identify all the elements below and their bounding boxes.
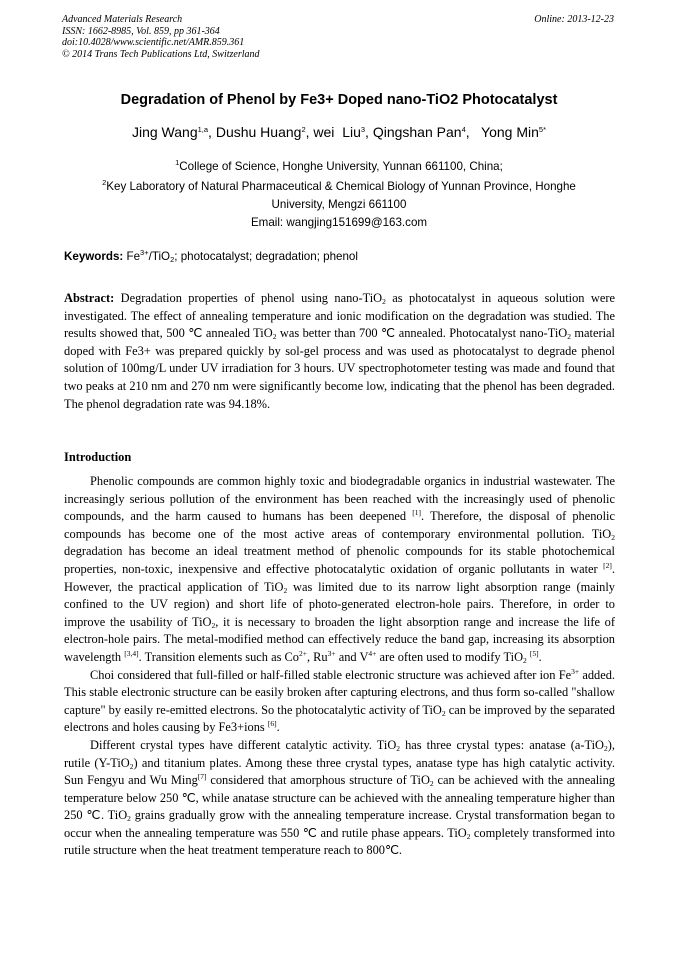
section-heading: Introduction: [64, 450, 132, 464]
online-date: Online: 2013-12-23: [534, 14, 614, 25]
paragraph: Phenolic compounds are common highly toxic and biodegradable organics in industrial wastewater. The increasingly serious pollution of the environment has been reached with the increasingly used of phenolic compounds, and the harm caused to humans has been deepened [1]. Therefore, the disposal of phenolic compounds has become one of the most active areas of contemporary environmental pollution. TiO$_2$ degradation has become an ideal treatment method of phenolic compounds for its stable photochemical properties, non-toxic, inexpensive and effective photocatalytic oxidation of organic pollutants in water [2]. However, the practical application of TiO$_2$ was limited due to its narrow light absorption range (mainly confined to the UV region) and short life of photo-generated electron-hole pairs. Therefore, in order to improve the usability of TiO$_2$, it is necessary to broaden the light absorption range and increase the life of electron-hole pairs. The metal-modified method can effectively reduce the band gap, increasing its absorption wavelength [3,4]. Transition elements such as $Co^{2+}$, $Ru^{3+}$ and $V^{4+}$ are often used to modify TiO$_2$ [5].: [64, 474, 615, 665]
paragraph: Different crystal types have different catalytic activity. TiO$_2$ has three crystal types: anatase (a-TiO$_2$), rutile (Y-TiO$_2$) and titanium plates. Among these three crystal types, anatase type has high catalytic activity. Sun Fengyu and Wu Ming[7] considered that amorphous structure of TiO$_2$ can be achieved with the annealing temperature below 250 ℃, while anatase structure can be achieved with the annealing temperature higher than 250 ℃. TiO$_2$ grains gradually grow with the annealing temperature increase. Crystal transformation began to occur when the annealing temperature was 550 ℃ and rutile phase appears. TiO$_2$ completely transformed into rutile structure when the heat treatment temperature reach to 800℃.: [64, 737, 615, 858]
abstract-label: Abstract:: [64, 291, 115, 305]
author-name: wei Liu: [313, 124, 361, 140]
keywords-label: Keywords:: [64, 250, 124, 263]
author-name: Jing Wang: [131, 124, 198, 140]
introduction-body: [64, 473, 615, 860]
email-line[interactable]: Email: wangjing151699@163.com: [250, 216, 428, 229]
affiliation-2: [0, 178, 678, 196]
journal-header: [62, 14, 618, 60]
author-sup: 5*: [538, 125, 546, 134]
copyright-line: © 2014 Trans Tech Publications Ltd, Switzerland: [62, 48, 260, 60]
abstract: Abstract: Degradation properties of phenol using nano-TiO$_2$ as photocatalyst in aqueous solution were investigated. The effect of annealing temperature and ionic modification on the degradation was studied. The results showed that, 500 ℃ annealed TiO$_2$ was better than 700 ℃ annealed. Photocatalyst nano-TiO$_2$ material doped with Fe3+ was prepared quickly by sol-gel process and was used as photocatalyst to degrade phenol solution of 100mg/L under UV irradiation for 3 hours. UV spectrophotometer testing was made and found that two peaks at 210 nm and 270 nm were significantly become low, indicating that the phenol has been degraded. The phenol degradation rate was 94.18%.: [64, 291, 615, 411]
paper-title: Degradation of Phenol by Fe3+ Doped nano-TiO2 Photocatalyst: [120, 92, 558, 108]
keywords-text: ; photocatalyst; degradation; phenol: [174, 250, 358, 263]
author-name: Qingshan Pan: [372, 124, 462, 140]
author-name: Yong Min: [481, 124, 539, 140]
affiliation-2-cont: University, Mengzi 661100: [271, 198, 407, 211]
paragraph: Choi considered that full-filled or half-filled stable electronic structure was achieved after ion $Fe^{3+}$ added. This stable electronic structure can be easily broken after capturing electrons, and thus form so-called "shallow capture" by easily re-emitted electrons. So the photocatalytic activity of TiO$_2$ can be improved by the separated electrons and holes causing by Fe3+ions [6].: [64, 666, 615, 735]
author-sup: 4: [461, 125, 466, 134]
aff-text: Key Laboratory of Natural Pharmaceutical & Chemical Biology of Yunnan Province, Honghe: [106, 180, 576, 193]
aff-text: College of Science, Honghe University, Yunnan 661100, China;: [179, 160, 503, 173]
author-sup: 3: [360, 125, 366, 134]
issn-line: ISSN: 1662-8985, Vol. 859, pp 361-364: [62, 25, 220, 37]
author-list: Jing Wang$^{1,a}$, Dushu Huang$^2$, wei Liu$^3$, Qingshan Pan$^4$, Yong Min$^{5*}$: [131, 124, 546, 140]
doi-line[interactable]: doi:10.4028/www.scientific.net/AMR.859.361: [62, 37, 245, 49]
author-sup: 1,a: [197, 125, 209, 134]
aff-num: 2: [102, 178, 107, 187]
author-name: Dushu Huang: [215, 124, 302, 140]
keywords: Keywords: $Fe^{3+}/TiO_2$; photocatalyst; degradation; phenol: [64, 248, 358, 264]
aff-num: 1: [175, 158, 180, 167]
journal-name: Advanced Materials Research: [62, 14, 183, 25]
affiliation-1: [0, 158, 678, 176]
author-sup: 2: [301, 125, 306, 134]
